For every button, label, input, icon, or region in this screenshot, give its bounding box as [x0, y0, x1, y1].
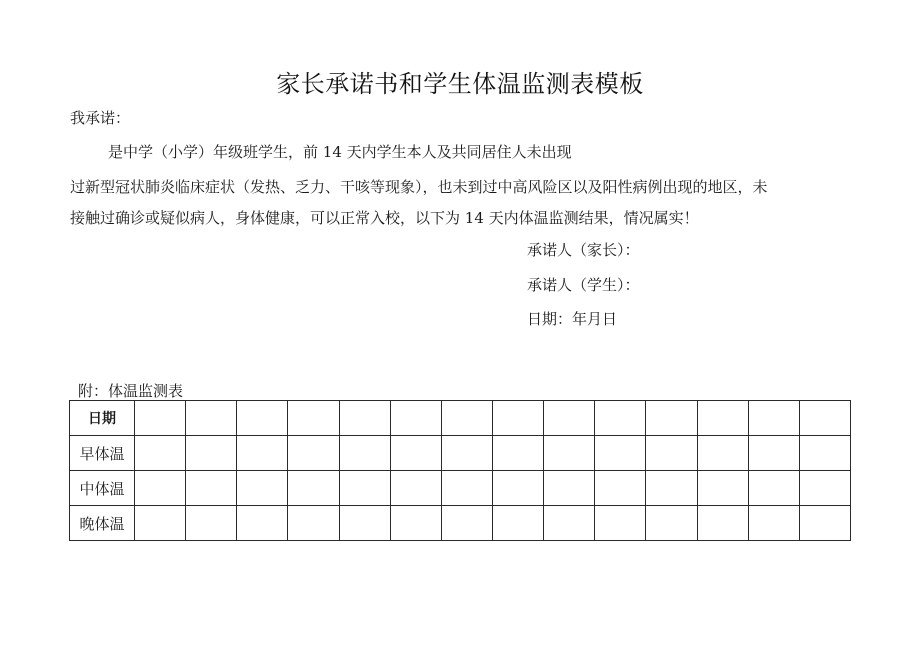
temperature-cell[interactable] [544, 401, 595, 436]
temperature-cell[interactable] [288, 401, 339, 436]
temperature-cell[interactable] [697, 506, 748, 541]
temperature-cell[interactable] [544, 436, 595, 471]
temperature-cell[interactable] [339, 436, 390, 471]
pledge-line-1: 是中学（小学）年级班学生，前 14 天内学生本人及共同居住人未出现 [108, 143, 572, 161]
temperature-cell[interactable] [339, 506, 390, 541]
temperature-cell[interactable] [492, 401, 543, 436]
temperature-cell[interactable] [799, 401, 850, 436]
temperature-cell[interactable] [748, 436, 799, 471]
temperature-table [69, 400, 851, 541]
temperature-cell[interactable] [697, 436, 748, 471]
pledge-line-2: 过新型冠状肺炎临床症状（发热、乏力、干咳等现象），也未到过中高风险区以及阳性病例出现的地区，未 [70, 178, 768, 196]
temperature-cell[interactable] [748, 401, 799, 436]
row-label: 中体温 [70, 471, 135, 506]
student-signature-label: 承诺人（学生）： [527, 276, 640, 294]
temperature-cell[interactable] [288, 436, 339, 471]
temperature-cell[interactable] [544, 506, 595, 541]
temperature-cell[interactable] [799, 471, 850, 506]
parent-signature-label: 承诺人（家长）： [527, 241, 640, 259]
temperature-cell[interactable] [390, 506, 441, 541]
temperature-cell[interactable] [697, 401, 748, 436]
temperature-cell[interactable] [646, 471, 697, 506]
temperature-cell[interactable] [237, 436, 288, 471]
temperature-cell[interactable] [646, 506, 697, 541]
temperature-cell[interactable] [441, 471, 492, 506]
pledge-line-3: 接触过确诊或疑似病人，身体健康，可以正常入校，以下为 14 天内体温监测结果，情况属实！ [70, 209, 699, 227]
evening-temp-row [70, 506, 851, 541]
row-label: 晚体温 [70, 506, 135, 541]
temperature-cell[interactable] [595, 436, 646, 471]
temperature-cell[interactable] [186, 401, 237, 436]
temperature-cell[interactable] [595, 401, 646, 436]
temperature-cell[interactable] [799, 506, 850, 541]
temperature-cell[interactable] [441, 401, 492, 436]
date-row [70, 401, 851, 436]
pledge-intro: 我承诺： [70, 109, 131, 127]
temperature-cell[interactable] [441, 436, 492, 471]
row-label: 日期 [70, 401, 135, 436]
temperature-cell[interactable] [288, 506, 339, 541]
temperature-cell[interactable] [646, 401, 697, 436]
morning-temp-row [70, 436, 851, 471]
temperature-cell[interactable] [595, 471, 646, 506]
temperature-cell[interactable] [390, 436, 441, 471]
temperature-cell[interactable] [697, 471, 748, 506]
temperature-cell[interactable] [186, 506, 237, 541]
temperature-cell[interactable] [492, 506, 543, 541]
temperature-cell[interactable] [595, 506, 646, 541]
temperature-cell[interactable] [544, 471, 595, 506]
noon-temp-row [70, 471, 851, 506]
temperature-cell[interactable] [186, 436, 237, 471]
temperature-cell[interactable] [237, 506, 288, 541]
temperature-cell[interactable] [237, 401, 288, 436]
temperature-cell[interactable] [799, 436, 850, 471]
temperature-cell[interactable] [288, 471, 339, 506]
temperature-cell[interactable] [492, 471, 543, 506]
temperature-cell[interactable] [646, 436, 697, 471]
temperature-table-body [70, 401, 851, 541]
temperature-cell[interactable] [186, 471, 237, 506]
attachment-note: 附：体温监测表 [78, 382, 184, 400]
temperature-cell[interactable] [339, 471, 390, 506]
temperature-cell[interactable] [237, 471, 288, 506]
date-label: 日期：年月日 [527, 310, 618, 328]
temperature-cell[interactable] [748, 471, 799, 506]
row-label: 早体温 [70, 436, 135, 471]
temperature-cell[interactable] [441, 506, 492, 541]
document-title: 家长承诺书和学生体温监测表模板 [276, 70, 644, 98]
temperature-cell[interactable] [135, 471, 186, 506]
temperature-cell[interactable] [135, 436, 186, 471]
temperature-cell[interactable] [390, 471, 441, 506]
temperature-cell[interactable] [135, 401, 186, 436]
temperature-cell[interactable] [390, 401, 441, 436]
temperature-cell[interactable] [748, 506, 799, 541]
temperature-cell[interactable] [339, 401, 390, 436]
temperature-cell[interactable] [135, 506, 186, 541]
temperature-cell[interactable] [492, 436, 543, 471]
